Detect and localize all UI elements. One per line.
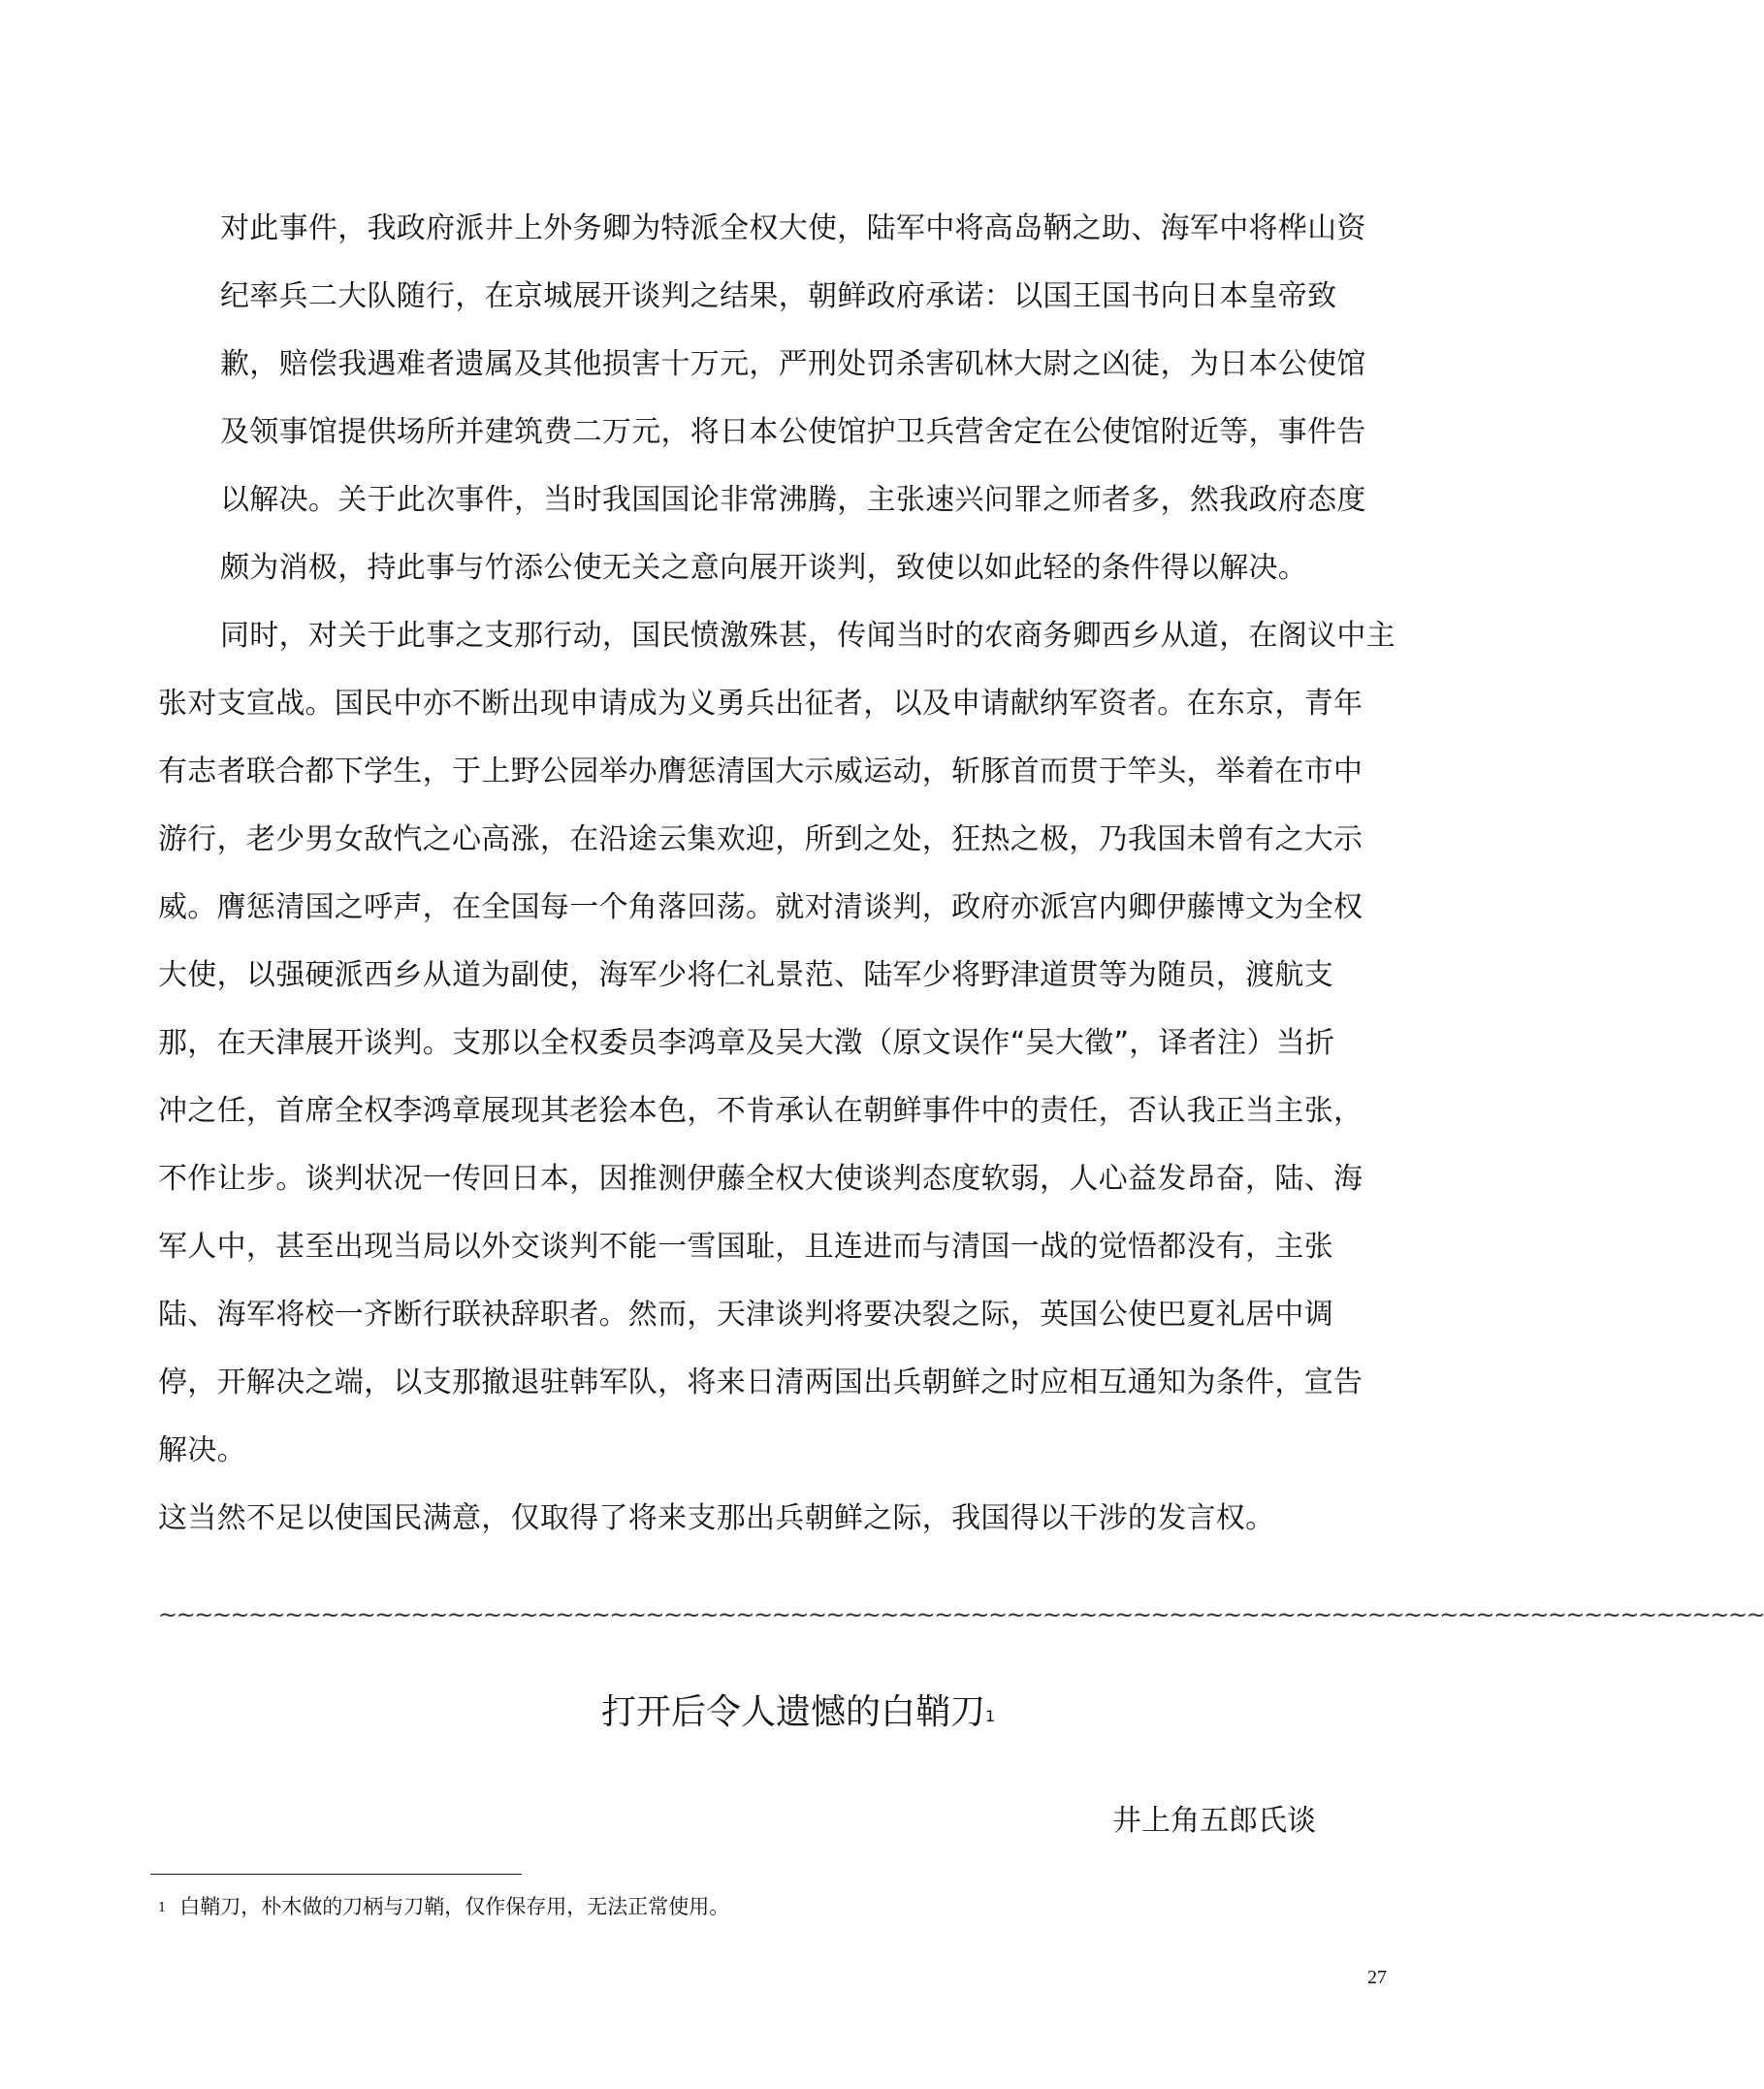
text-line: 对此事件，我政府派井上外务卿为特派全权大使，陆军中将高岛鞆之助、海军中将桦山资 <box>220 211 1366 245</box>
text-line: 有志者联合都下学生，于上野公园举办膺惩清国大示威运动，斩豚首而贯于竿头，举着在市中 <box>158 755 1363 788</box>
text-line: 那，在天津展开谈判。支那以全权委员李鸿章及吴大澂（原文误作“吴大徵”，译者注）当折 <box>158 1026 1335 1060</box>
text-line: 及领事馆提供场所并建筑费二万元，将日本公使馆护卫兵营舍定在公使馆附近等，事件告 <box>220 415 1366 449</box>
text-line: 纪率兵二大队随行，在京城展开谈判之结果，朝鲜政府承诺：以国王国书向日本皇帝致 <box>220 279 1337 313</box>
footnote-divider <box>150 1874 522 1875</box>
section-title <box>601 1689 995 1736</box>
text-line: 不作让步。谈判状况一传回日本，因推测伊藤全权大使谈判态度软弱，人心益发昂奋，陆、海 <box>158 1162 1363 1196</box>
text-line: 游行，老少男女敌忾之心高涨，在沿途云集欢迎，所到之处，狂热之极，乃我国未曾有之大示 <box>158 822 1363 856</box>
text-line: 以解决。关于此次事件，当时我国国论非常沸腾，主张速兴问罪之师者多，然我政府态度 <box>220 483 1366 517</box>
text-line: 冲之任，首席全权李鸿章展现其老狯本色，不肯承认在朝鲜事件中的责任，否认我正当主张， <box>158 1094 1363 1128</box>
footnote-text: 白鞘刀，朴木做的刀柄与刀鞘，仅作保存用，无法正常使用。 <box>179 1895 730 1918</box>
text-line: 军人中，甚至出现当局以外交谈判不能一雪国耻，且连进而与清国一战的觉悟都没有，主张 <box>158 1230 1333 1264</box>
text-line: 颇为消极，持此事与竹添公使无关之意向展开谈判，致使以如此轻的条件得以解决。 <box>220 551 1308 585</box>
byline: 井上角五郎氏谈 <box>1112 1804 1316 1838</box>
text-line: 陆、海军将校一齐断行联袂辞职者。然而，天津谈判将要决裂之际，英国公使巴夏礼居中调 <box>158 1298 1333 1332</box>
text-line: 张对支宣战。国民中亦不断出现申请成为义勇兵出征者，以及申请献纳军资者。在东京，青年 <box>158 687 1363 721</box>
text-line: 同时，对关于此事之支那行动，国民愤激殊甚，传闻当时的农商务卿西乡从道，在阁议中主 <box>220 619 1395 653</box>
footnote <box>158 1892 729 1921</box>
footnote-mark: 1 <box>158 1901 167 1915</box>
footnote-reference[interactable]: 1 <box>985 1707 996 1725</box>
section-title-text: 打开后令人遗憾的白鞘刀 <box>601 1692 986 1732</box>
text-line: 歉，赔偿我遇难者遗属及其他损害十万元，严刑处罚杀害矶林大尉之凶徒，为日本公使馆 <box>220 347 1366 381</box>
text-line: 解决。 <box>158 1433 246 1467</box>
paragraph-3: 这当然不足以使国民满意，仅取得了将来支那出兵朝鲜之际，我国得以干涉的发言权。 <box>158 1501 1275 1535</box>
text-line: 威。膺惩清国之呼声，在全国每一个角落回荡。就对清谈判，政府亦派宫内卿伊藤博文为全权 <box>158 890 1363 924</box>
tilde-separator: ~~~~~~~~~~~~~~~~~~~~~~~~~~~~~~~~~~~~~~~~~~~~~~~~~~~~~~~~~~~~~~~~~~~~~~~~~~~~~~~~~~~~~~~~~ <box>158 1601 1764 1628</box>
page-number: 27 <box>1367 1967 1387 1988</box>
text-line: 停，开解决之端，以支那撤退驻韩军队，将来日清两国出兵朝鲜之时应相互通知为条件，宣告 <box>158 1366 1363 1399</box>
text-line: 大使，以强硬派西乡从道为副使，海军少将仁礼景范、陆军少将野津道贯等为随员，渡航支 <box>158 958 1333 992</box>
